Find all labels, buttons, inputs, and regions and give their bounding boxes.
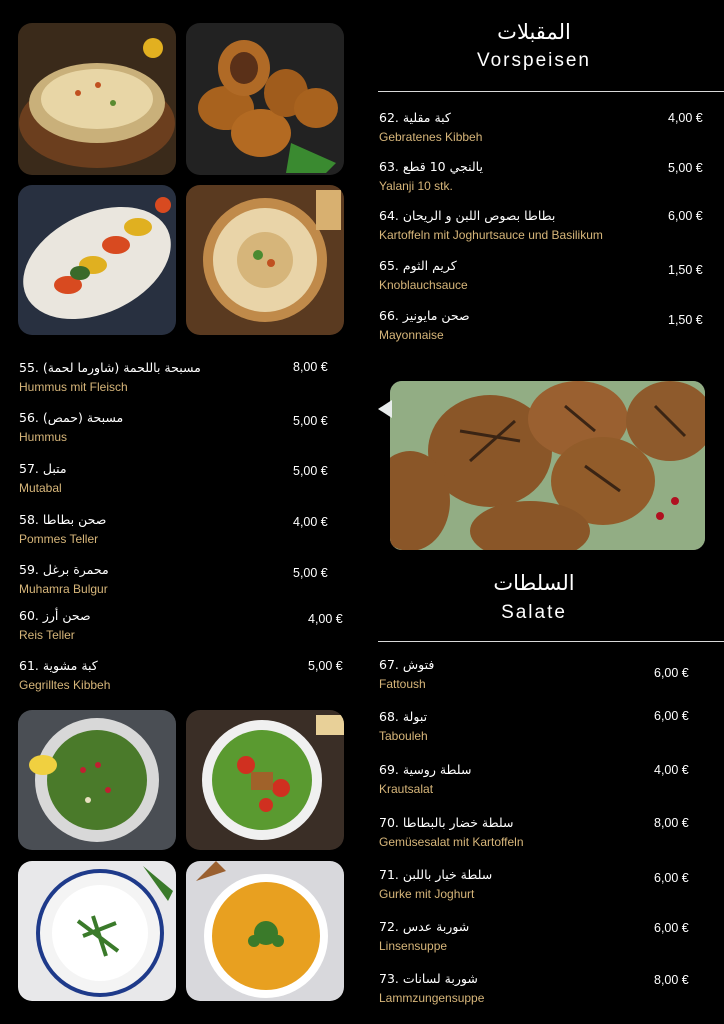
item-name-ar: 71. سلطة خيار باللبن [379, 867, 493, 882]
item-name-de: Tabouleh [379, 729, 428, 743]
hummus-photo [186, 185, 344, 335]
section-title-ar: المقبلات [497, 20, 571, 44]
item-name-de: Yalanji 10 stk. [379, 179, 453, 193]
menu-item-60 [19, 608, 91, 642]
section-divider [378, 91, 724, 92]
section-divider [378, 641, 724, 642]
item-price: 6,00 € [654, 871, 689, 885]
item-name-ar: 61. كبة مشوية [19, 658, 98, 673]
item-name-de: Hummus [19, 430, 68, 444]
item-name-ar: 62. كبة مقلية [379, 110, 451, 125]
item-price: 8,00 € [654, 973, 689, 987]
item-price: 8,00 € [654, 816, 689, 830]
menu-item-71 [379, 867, 492, 901]
item-name-de: Gegrilltes Kibbeh [19, 678, 111, 692]
item-name-de: Krautsalat [379, 782, 434, 796]
stuffed-vegetables-photo [18, 185, 176, 335]
fried-kibbeh-photo [186, 23, 344, 175]
menu-item-63 [379, 159, 483, 193]
menu-item-57 [19, 461, 67, 495]
item-price: 4,00 € [654, 763, 689, 777]
item-name-ar: 66. صحن مايونيز [379, 308, 470, 323]
item-name-ar: 73. شوربة لسانات [379, 971, 478, 986]
menu-item-56 [19, 410, 123, 444]
item-name-de: Linsensuppe [379, 939, 448, 953]
item-name-de: Gemüsesalat mit Kartoffeln [379, 835, 524, 849]
menu-item-68 [379, 709, 428, 743]
item-name-ar: 70. سلطة خضار بالبطاطا [379, 815, 514, 830]
item-name-ar: 65. كريم الثوم [379, 258, 457, 273]
section-title-de: Salate [501, 602, 567, 623]
item-name-ar: 60. صحن أرز [19, 608, 91, 623]
fattoush-photo [186, 710, 344, 850]
item-name-ar: 59. محمرة برغل [19, 562, 109, 577]
tabouleh-photo [18, 710, 176, 850]
section-title-ar: السلطات [493, 571, 575, 595]
item-name-ar: 72. شوربة عدس [379, 919, 470, 934]
item-name-de: Pommes Teller [19, 532, 99, 546]
menu-item-70 [379, 815, 524, 849]
rice-dish-photo [18, 23, 176, 175]
item-price: 5,00 € [293, 414, 328, 428]
item-price: 1,50 € [668, 313, 703, 327]
item-name-de: Lammzungensuppe [379, 991, 485, 1005]
menu-item-72 [379, 919, 469, 953]
lentil-soup-photo [186, 861, 344, 1001]
grilled-kibbeh-photo [390, 381, 705, 550]
item-name-ar: 55. مسبحة باللحمة (شاورما لحمة) [19, 360, 201, 375]
item-name-ar: 64. بطاطا بصوص اللبن و الريحان [379, 208, 556, 223]
item-price: 6,00 € [654, 709, 689, 723]
menu-item-55 [19, 360, 201, 394]
item-name-ar: 63. يالنجي 10 قطع [379, 159, 483, 174]
item-price: 6,00 € [654, 921, 689, 935]
item-name-ar: 56. مسبحة (حمص) [19, 410, 124, 425]
item-name-de: Fattoush [379, 677, 426, 691]
item-name-de: Kartoffeln mit Joghurtsauce und Basilikum [379, 228, 603, 242]
menu-item-66 [379, 308, 470, 342]
item-price: 8,00 € [293, 360, 328, 374]
menu-item-62 [379, 110, 482, 144]
item-name-de: Gebratenes Kibbeh [379, 130, 483, 144]
menu-item-69 [379, 762, 471, 796]
item-name-de: Gurke mit Joghurt [379, 887, 475, 901]
section-title-de: Vorspeisen [476, 50, 591, 71]
item-name-ar: 69. سلطة روسية [379, 762, 472, 777]
item-price: 5,00 € [293, 464, 328, 478]
menu-item-59 [19, 562, 109, 596]
item-price: 6,00 € [668, 209, 703, 223]
menu-item-73 [379, 971, 484, 1005]
item-price: 4,00 € [308, 612, 343, 626]
item-name-ar: 58. صحن بطاطا [19, 512, 107, 527]
item-price: 4,00 € [668, 111, 703, 125]
cucumber-yogurt-photo [18, 861, 176, 1001]
item-price: 5,00 € [668, 161, 703, 175]
item-price: 4,00 € [293, 515, 328, 529]
photo-pointer-icon [378, 400, 392, 418]
item-price: 1,50 € [668, 263, 703, 277]
item-name-ar: 67. فتوش [379, 657, 435, 672]
item-name-ar: 57. متبل [19, 461, 67, 476]
item-name-de: Mayonnaise [379, 328, 444, 342]
item-name-de: Mutabal [19, 481, 62, 495]
item-price: 5,00 € [293, 566, 328, 580]
menu-item-67 [379, 657, 434, 691]
item-price: 5,00 € [308, 659, 343, 673]
item-price: 6,00 € [654, 666, 689, 680]
item-name-de: Knoblauchsauce [379, 278, 468, 292]
item-name-de: Reis Teller [19, 628, 75, 642]
item-name-ar: 68. تبولة [379, 709, 428, 724]
menu-item-64 [379, 208, 603, 242]
menu-item-61 [19, 658, 110, 692]
item-name-de: Hummus mit Fleisch [19, 380, 128, 394]
menu-item-65 [379, 258, 468, 292]
item-name-de: Muhamra Bulgur [19, 582, 108, 596]
menu-item-58 [19, 512, 106, 546]
